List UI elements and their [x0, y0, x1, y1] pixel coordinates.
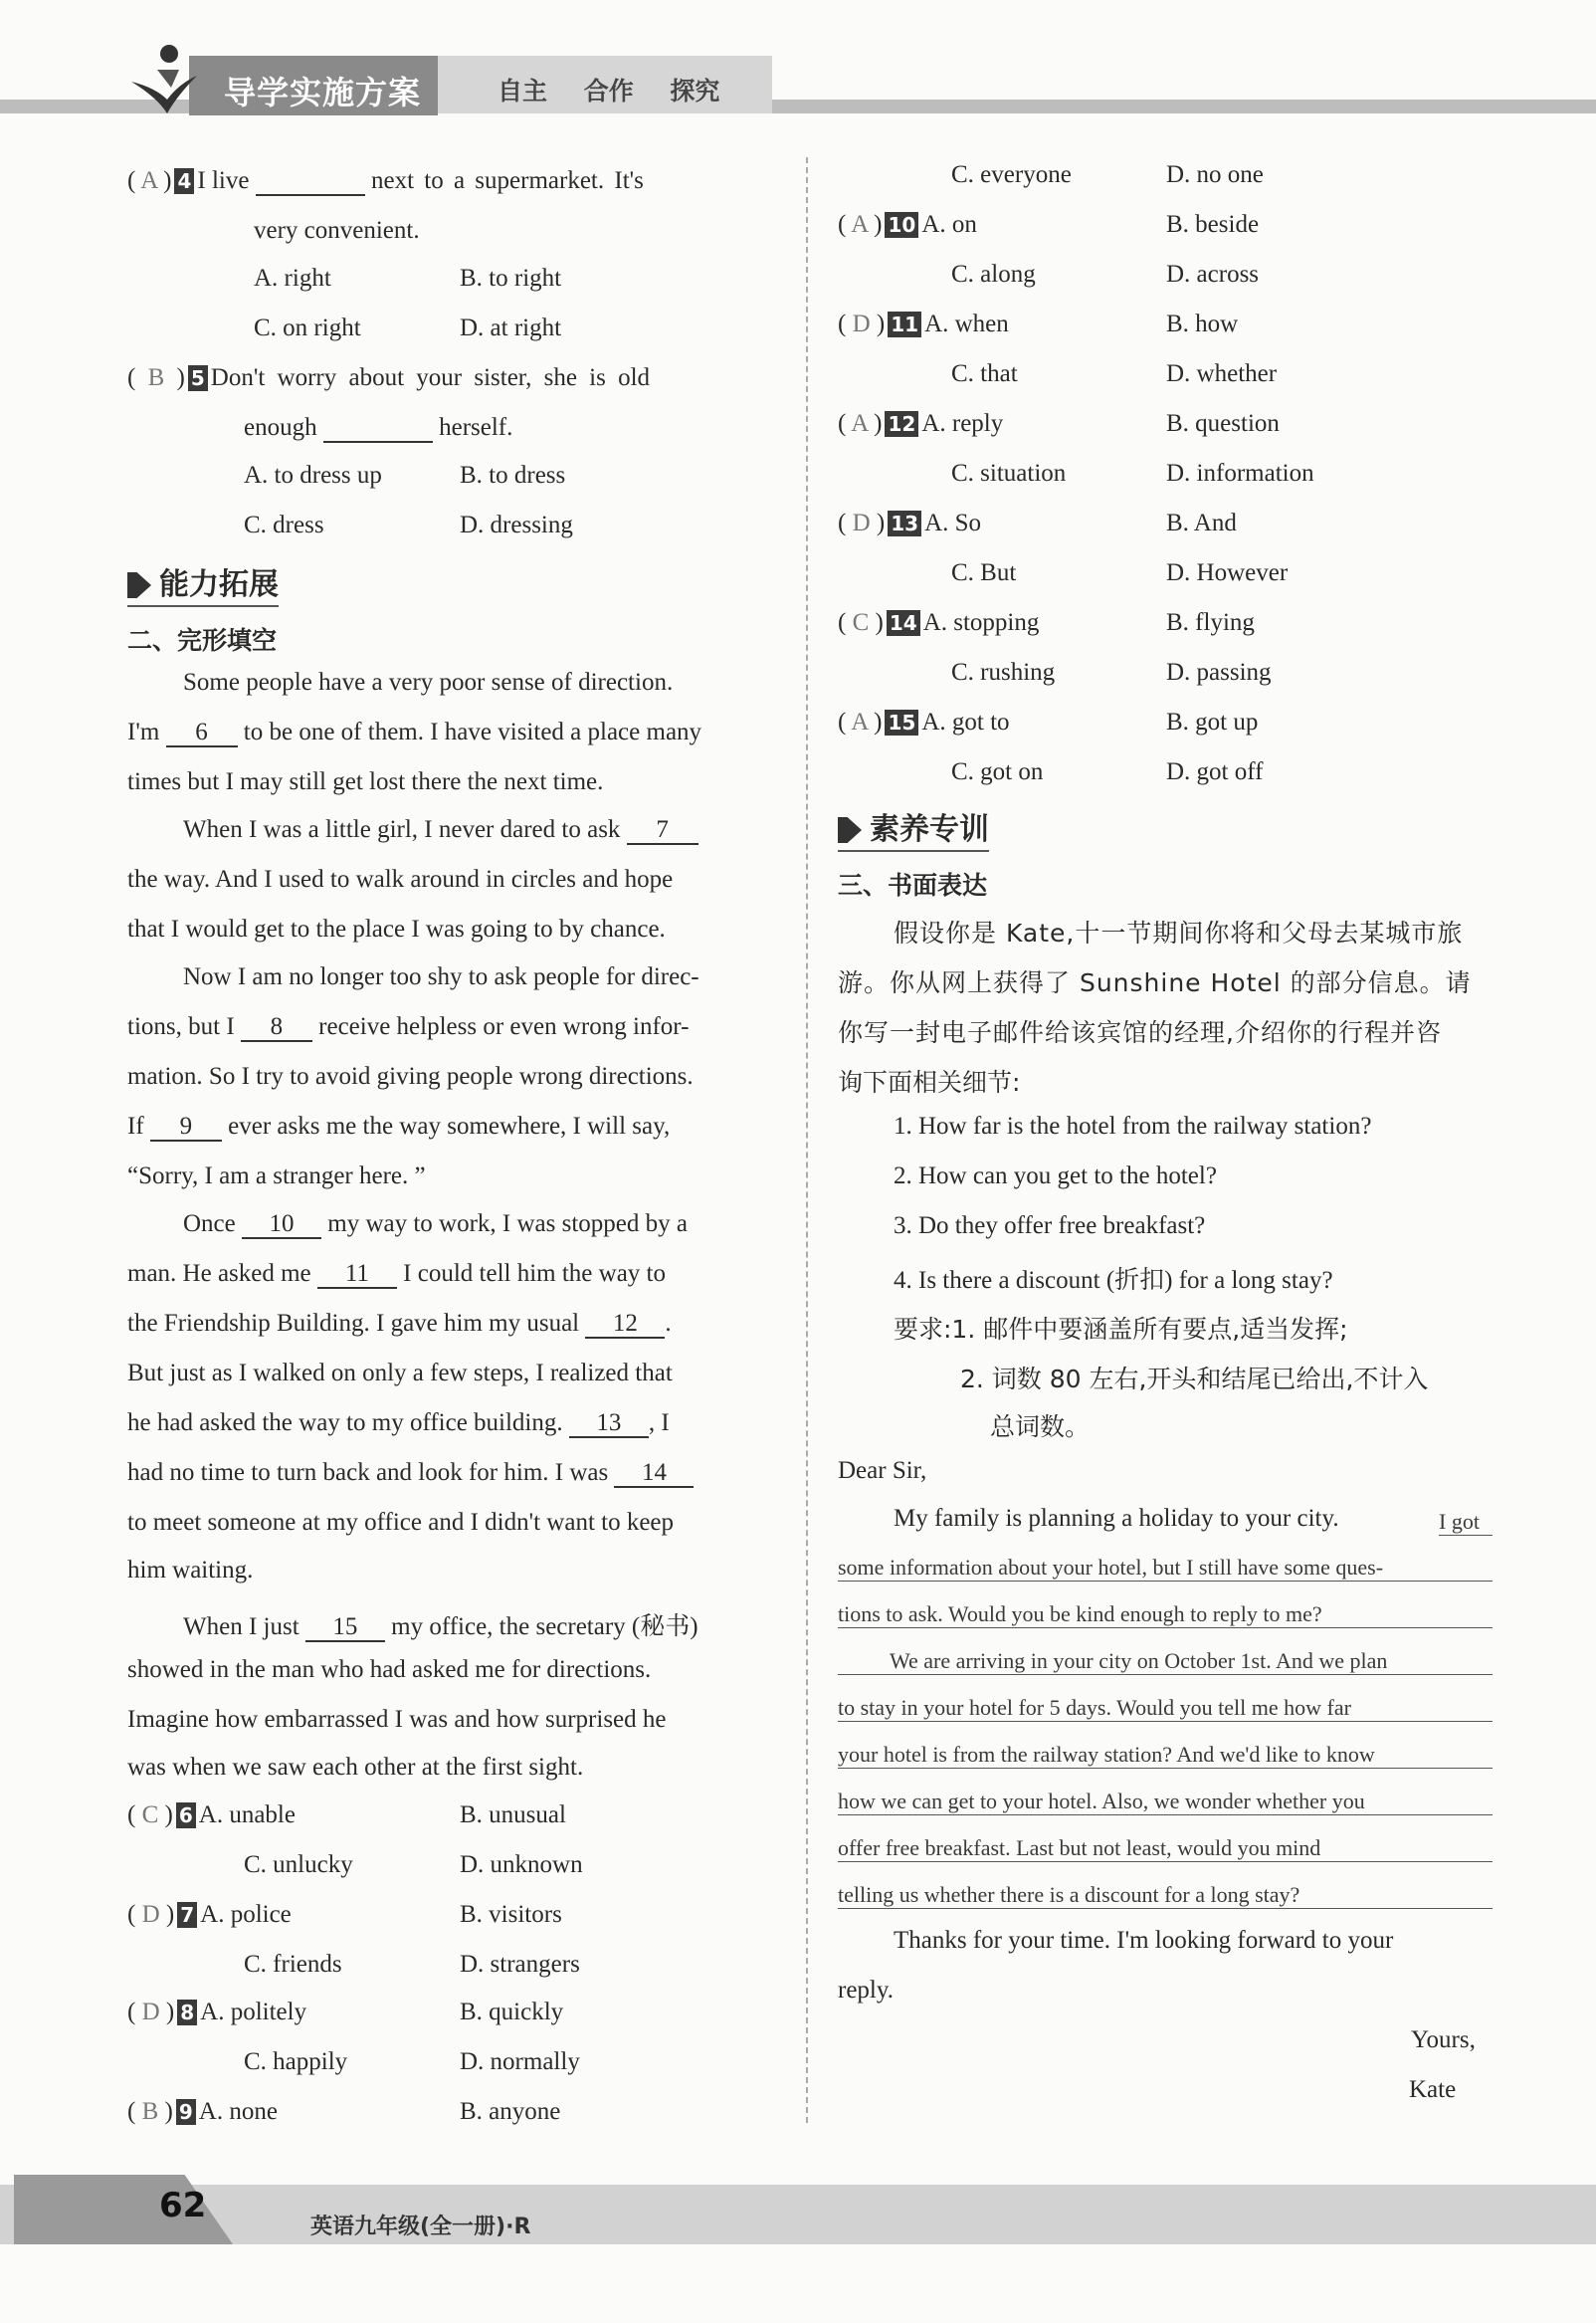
section-title-literacy: 素养专训 [838, 804, 989, 852]
letter-opening: My family is planning a holiday to your city. [894, 1505, 1339, 1532]
handwritten-line: tions to ask. Would you be kind enough to reply to me? [838, 1601, 1493, 1628]
option-b[interactable]: B. got up [1166, 709, 1259, 736]
arrow-icon [838, 817, 862, 843]
letter-closing: Thanks for your time. I'm looking forward to your [894, 1927, 1394, 1954]
answer: C [141, 1801, 159, 1828]
question-7: ( D ) 7 A. police [127, 1901, 292, 1928]
column-divider [806, 157, 808, 2123]
option-c[interactable]: C. rushing [951, 659, 1056, 686]
answer-blank[interactable] [256, 168, 365, 196]
prompt-requirement: 总词数。 [990, 1412, 1091, 1441]
cloze-blank-8[interactable]: 8 [241, 1014, 312, 1042]
cloze-blank-9[interactable]: 9 [150, 1114, 222, 1142]
passage-line: times but I may still get lost there the next time. [127, 768, 604, 795]
answer: D [852, 311, 871, 337]
prompt-line: 询下面相关细节: [838, 1068, 1021, 1097]
question-number: 11 [888, 312, 921, 337]
question-number: 8 [177, 2000, 197, 2025]
answer: D [141, 1901, 160, 1928]
passage-line: Some people have a very poor sense of direction. [183, 669, 674, 696]
option-d[interactable]: D. normally [460, 2048, 580, 2075]
header-subtitle: 自主 合作 探究 [498, 77, 720, 106]
prompt-requirement: 2. 词数 80 左右,开头和结尾已给出,不计入 [960, 1365, 1429, 1393]
option-a[interactable]: A. reply [921, 410, 1004, 437]
answer: B [147, 364, 165, 391]
option-c[interactable]: C. dress [244, 512, 324, 538]
option-d[interactable]: D. no one [1166, 161, 1264, 188]
option-a[interactable]: A. to dress up [244, 462, 382, 489]
option-c[interactable]: C. on right [254, 315, 361, 341]
subsection-title-writing: 三、书面表达 [838, 871, 988, 900]
option-a[interactable]: A. politely [200, 1999, 307, 2025]
option-d[interactable]: D. However [1166, 559, 1289, 586]
handwritten-line: some information about your hotel, but I still have some ques- [838, 1555, 1493, 1582]
letter-signoff: Yours, [1411, 2026, 1476, 2053]
question-5: ( B ) 5 Don't worry about your sister, she is old [127, 364, 651, 391]
arrow-icon [127, 572, 151, 598]
option-b[interactable]: B. And [1166, 510, 1237, 536]
passage-line: to meet someone at my office and I didn't want to keep [127, 1509, 675, 1536]
question-text: very convenient. [254, 217, 420, 244]
option-d[interactable]: D. unknown [460, 1851, 583, 1878]
handwritten-line: to stay in your hotel for 5 days. Would you tell me how far [838, 1695, 1493, 1722]
question-number: 5 [188, 365, 208, 391]
answer: A [140, 167, 157, 194]
option-d[interactable]: D. across [1166, 261, 1260, 288]
question-number: 10 [885, 212, 918, 238]
option-c[interactable]: C. friends [244, 1951, 342, 1978]
passage-line: showed in the man who had asked me for directions. [127, 1656, 652, 1683]
passage-line: was when we saw each other at the first sight. [127, 1754, 584, 1781]
question-text: I live [197, 167, 250, 194]
option-a[interactable]: A. unable [198, 1801, 296, 1828]
option-d[interactable]: D. at right [460, 315, 562, 341]
option-c[interactable]: C. situation [951, 460, 1067, 487]
option-c[interactable]: C. But [951, 559, 1017, 586]
option-b[interactable]: B. flying [1166, 609, 1255, 636]
prompt-line: 游。你从网上获得了 Sunshine Hotel 的部分信息。请 [838, 968, 1472, 997]
passage-line: tions, but I 8 receive helpless or even wrong infor- [127, 1013, 690, 1040]
question-14: ( C ) 14 A. stopping [838, 609, 1040, 636]
section-title-ability: 能力拓展 [127, 559, 279, 607]
reading-figure-icon [127, 40, 199, 119]
option-d[interactable]: D. got off [1166, 758, 1264, 785]
passage-line: When I just 15 my office, the secretary (秘书) [183, 1613, 698, 1640]
option-c[interactable]: C. got on [951, 758, 1044, 785]
question-text: next to a supermarket. It's [370, 167, 644, 194]
letter-signature: Kate [1409, 2076, 1457, 2103]
cloze-blank-14[interactable]: 14 [614, 1460, 694, 1488]
passage-line: Once 10 my way to work, I was stopped by a [183, 1210, 688, 1237]
question-8: ( D ) 8 A. politely [127, 1999, 307, 2025]
option-a[interactable]: A. stopping [922, 609, 1040, 636]
passage-line: When I was a little girl, I never dared to ask 7 [183, 816, 698, 845]
answer-blank[interactable] [323, 415, 433, 443]
prompt-line: 你写一封电子邮件给该宾馆的经理,介绍你的行程并咨 [838, 1018, 1442, 1047]
question-number: 13 [888, 511, 921, 536]
prompt-question: 4. Is there a discount (折扣) for a long stay? [894, 1267, 1333, 1294]
passage-line: I'm 6 to be one of them. I have visited a place many [127, 719, 702, 745]
option-a[interactable]: A. right [254, 265, 331, 292]
subsection-title-cloze: 二、完形填空 [127, 626, 278, 655]
passage-line: But just as I walked on only a few steps, I realized that [127, 1360, 673, 1386]
option-d[interactable]: D. whether [1166, 360, 1278, 387]
option-a[interactable]: A. police [200, 1901, 292, 1928]
answer: B [141, 2098, 159, 2125]
question-number: 4 [174, 168, 194, 194]
passage-line: had no time to turn back and look for him. I was 14 [127, 1459, 694, 1488]
handwritten-line: your hotel is from the railway station? And we'd like to know [838, 1742, 1493, 1769]
option-b[interactable]: B. how [1166, 311, 1239, 337]
option-a[interactable]: A. none [198, 2098, 278, 2125]
cloze-blank-15[interactable]: 15 [305, 1614, 385, 1642]
option-a[interactable]: A. on [921, 211, 977, 238]
option-a[interactable]: A. So [924, 510, 982, 536]
question-number: 14 [887, 610, 920, 636]
answer: A [851, 709, 868, 736]
question-9: ( B ) 9 A. none [127, 2098, 278, 2125]
letter-greeting: Dear Sir, [838, 1457, 927, 1484]
footer-band [0, 2185, 1596, 2244]
option-d[interactable]: D. passing [1166, 659, 1272, 686]
header-title: 导学实施方案 [224, 74, 422, 111]
passage-line: man. He asked me 11 I could tell him the way to [127, 1260, 666, 1287]
prompt-requirement: 要求:1. 邮件中要涵盖所有要点,适当发挥; [894, 1315, 1348, 1344]
option-b[interactable]: B. unusual [460, 1801, 566, 1828]
question-number: 9 [176, 2099, 196, 2125]
option-b[interactable]: B. visitors [460, 1901, 562, 1928]
option-b[interactable]: B. question [1166, 410, 1280, 437]
cloze-blank-11[interactable]: 11 [317, 1261, 397, 1289]
passage-line: Now I am no longer too shy to ask people for direc- [183, 963, 699, 990]
option-a[interactable]: A. got to [921, 709, 1010, 736]
question-text: enough herself. [244, 414, 513, 441]
question-number: 7 [177, 1902, 197, 1928]
letter-closing: reply. [838, 1977, 894, 2004]
passage-line: he had asked the way to my office building. 13 , I [127, 1409, 670, 1436]
question-number: 12 [885, 411, 918, 437]
question-13: ( D ) 13 A. So [838, 510, 982, 536]
option-c[interactable]: C. everyone [951, 161, 1072, 188]
option-b[interactable]: B. to dress [460, 462, 566, 489]
handwritten-line: offer free breakfast. Last but not least, would you mind [838, 1835, 1493, 1862]
passage-line: Imagine how embarrassed I was and how surprised he [127, 1706, 667, 1733]
option-c[interactable]: C. happily [244, 2048, 348, 2075]
answer: D [852, 510, 871, 536]
option-b[interactable]: B. beside [1166, 211, 1260, 238]
passage-line: If 9 ever asks me the way somewhere, I will say, [127, 1113, 671, 1140]
passage-line: that I would get to the place I was going to by chance. [127, 916, 666, 943]
question-text: Don't worry about your sister, she is old [210, 364, 651, 391]
question-6: ( C ) 6 A. unable [127, 1801, 296, 1828]
footer-book-title: 英语九年级(全一册)·R [310, 2215, 531, 2239]
answer: C [852, 609, 870, 636]
prompt-question: 2. How can you get to the hotel? [894, 1162, 1217, 1189]
option-a[interactable]: A. when [924, 311, 1009, 337]
handwritten-line: We are arriving in your city on October 1st. And we plan [838, 1648, 1493, 1675]
prompt-question: 3. Do they offer free breakfast? [894, 1212, 1206, 1239]
answer: A [851, 410, 868, 437]
passage-line: the way. And I used to walk around in circles and hope [127, 866, 674, 893]
question-15: ( A ) 15 A. got to [838, 709, 1010, 736]
question-11: ( D ) 11 A. when [838, 311, 1009, 337]
question-12: ( A ) 12 A. reply [838, 410, 1004, 437]
handwritten-line: I got [1439, 1509, 1493, 1536]
cloze-blank-6[interactable]: 6 [166, 720, 238, 747]
answer: D [141, 1999, 160, 2025]
option-b[interactable]: B. anyone [460, 2098, 561, 2125]
answer: A [851, 211, 868, 238]
question-number: 6 [176, 1802, 196, 1828]
option-d[interactable]: D. dressing [460, 512, 573, 538]
option-c[interactable]: C. that [951, 360, 1018, 387]
option-b[interactable]: B. to right [460, 265, 562, 292]
prompt-line: 假设你是 Kate,十一节期间你将和父母去某城市旅 [894, 919, 1464, 948]
handwritten-line: how we can get to your hotel. Also, we wonder whether you [838, 1789, 1493, 1815]
option-d[interactable]: D. information [1166, 460, 1314, 487]
prompt-question: 1. How far is the hotel from the railway station? [894, 1113, 1372, 1140]
option-d[interactable]: D. strangers [460, 1951, 580, 1978]
cloze-blank-12[interactable]: 12 [585, 1311, 665, 1339]
passage-line: the Friendship Building. I gave him my usual 12 . [127, 1310, 672, 1337]
option-c[interactable]: C. unlucky [244, 1851, 353, 1878]
passage-line: mation. So I try to avoid giving people wrong directions. [127, 1063, 694, 1090]
question-4: ( A ) 4 I live next to a supermarket. It's [127, 167, 644, 194]
option-b[interactable]: B. quickly [460, 1999, 564, 2025]
cloze-blank-13[interactable]: 13 [569, 1410, 649, 1438]
question-number: 15 [885, 710, 918, 736]
page-number: 62 [159, 2186, 207, 2225]
passage-line: “Sorry, I am a stranger here. ” [127, 1162, 426, 1189]
handwritten-line: telling us whether there is a discount for a long stay? [838, 1882, 1493, 1909]
question-10: ( A ) 10 A. on [838, 211, 977, 238]
option-c[interactable]: C. along [951, 261, 1036, 288]
cloze-blank-7[interactable]: 7 [627, 817, 698, 845]
cloze-blank-10[interactable]: 10 [242, 1211, 321, 1239]
passage-line: him waiting. [127, 1557, 254, 1584]
